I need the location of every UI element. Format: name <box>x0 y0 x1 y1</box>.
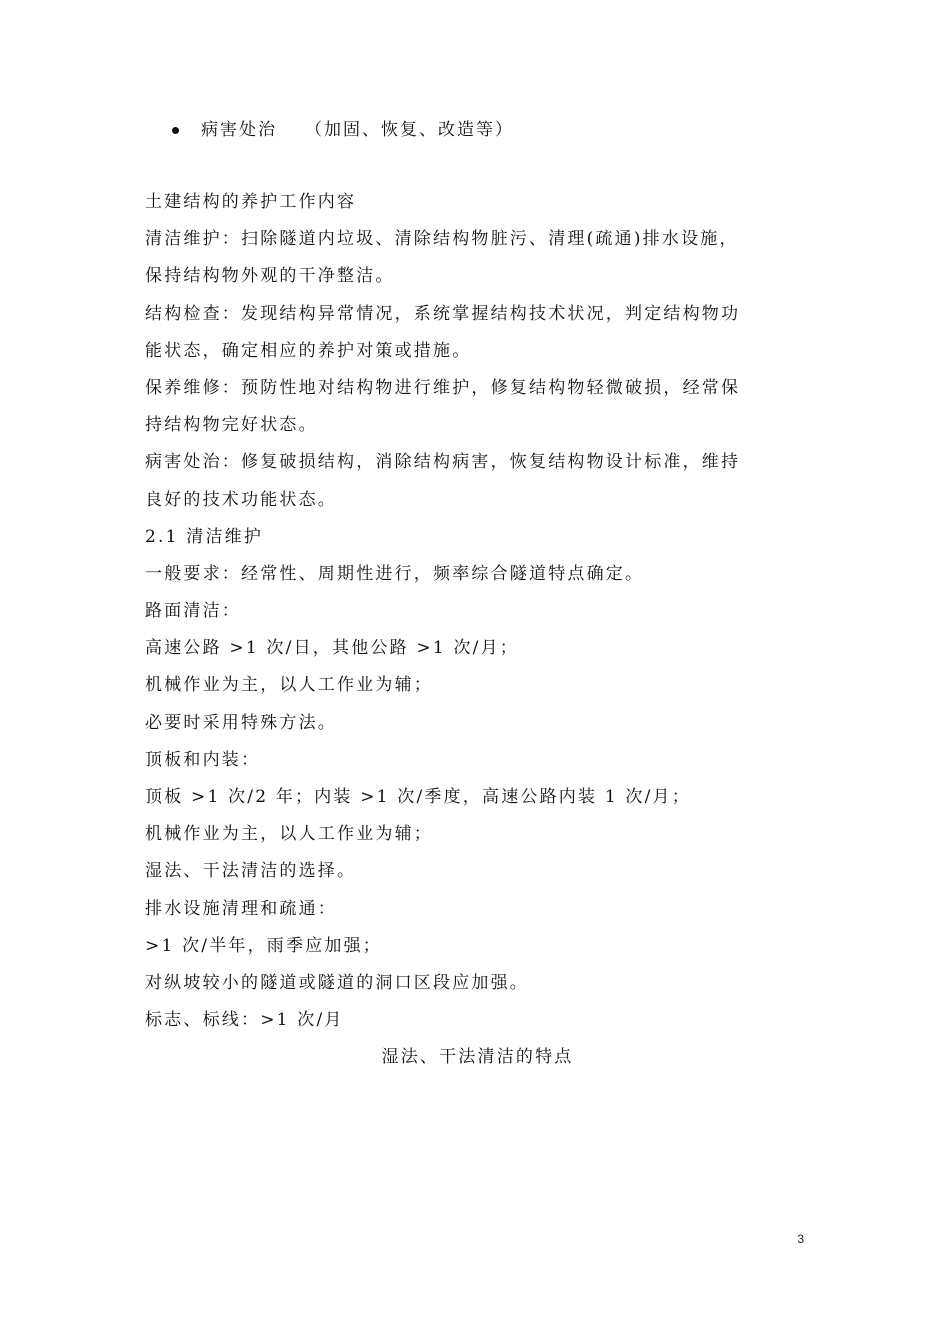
paragraph-line: 路面清洁： <box>145 601 241 622</box>
paragraph-line: 高速公路 >1 次/日，其他公路 >1 次/月； <box>145 638 519 659</box>
paragraph-line: 排水设施清理和疏通： <box>145 898 337 919</box>
bullet-item <box>172 112 514 142</box>
paragraph-line: 顶板和内装： <box>145 749 261 770</box>
paragraph-line: 标志、标线：>1 次/月 <box>145 1010 344 1031</box>
paragraph-line: 一般要求：经常性、周期性进行，频率综合隧道特点确定。 <box>145 563 645 584</box>
paragraph-line: 保养维修：预防性地对结构物进行维护，修复结构物轻微破损，经常保 <box>145 377 741 398</box>
paragraph-line: 病害处治：修复破损结构，消除结构病害，恢复结构物设计标准，维持 <box>145 452 741 473</box>
paragraph-line: 机械作业为主，以人工作业为辅； <box>145 675 433 696</box>
paragraph-line: >1 次/半年，雨季应加强； <box>145 935 382 956</box>
paragraph-line: 能状态，确定相应的养护对策或措施。 <box>145 340 472 361</box>
bullet-label: 病害处治 <box>201 119 277 140</box>
bullet-dot-icon <box>172 127 179 134</box>
centered-heading: 湿法、干法清洁的特点 <box>381 1047 574 1068</box>
subsection-heading: 2.1 清洁维护 <box>145 526 264 547</box>
body-text <box>145 184 810 1077</box>
paragraph-line: 持结构物完好状态。 <box>145 415 318 436</box>
bullet-note: （加固、恢复、改造等） <box>305 119 514 140</box>
paragraph-line: 保持结构物外观的干净整洁。 <box>145 266 395 287</box>
paragraph-line: 必要时采用特殊方法。 <box>145 712 337 733</box>
paragraph-line: 机械作业为主，以人工作业为辅； <box>145 824 433 845</box>
paragraph-line: 顶板 >1 次/2 年；内装 >1 次/季度，高速公路内装 1 次/月； <box>145 787 691 807</box>
paragraph-line: 对纵坡较小的隧道或隧道的洞口区段应加强。 <box>145 972 529 993</box>
paragraph-line: 清洁维护：扫除隧道内垃圾、清除结构物脏污、清理(疏通)排水设施， <box>145 229 739 250</box>
section-title: 土建结构的养护工作内容 <box>145 192 357 212</box>
paragraph-line: 良好的技术功能状态。 <box>145 489 337 510</box>
paragraph-line: 结构检查：发现结构异常情况，系统掌握结构技术状况，判定结构物功 <box>145 303 741 324</box>
page-number: 3 <box>797 1232 804 1246</box>
paragraph-line: 湿法、干法清洁的选择。 <box>145 861 357 882</box>
